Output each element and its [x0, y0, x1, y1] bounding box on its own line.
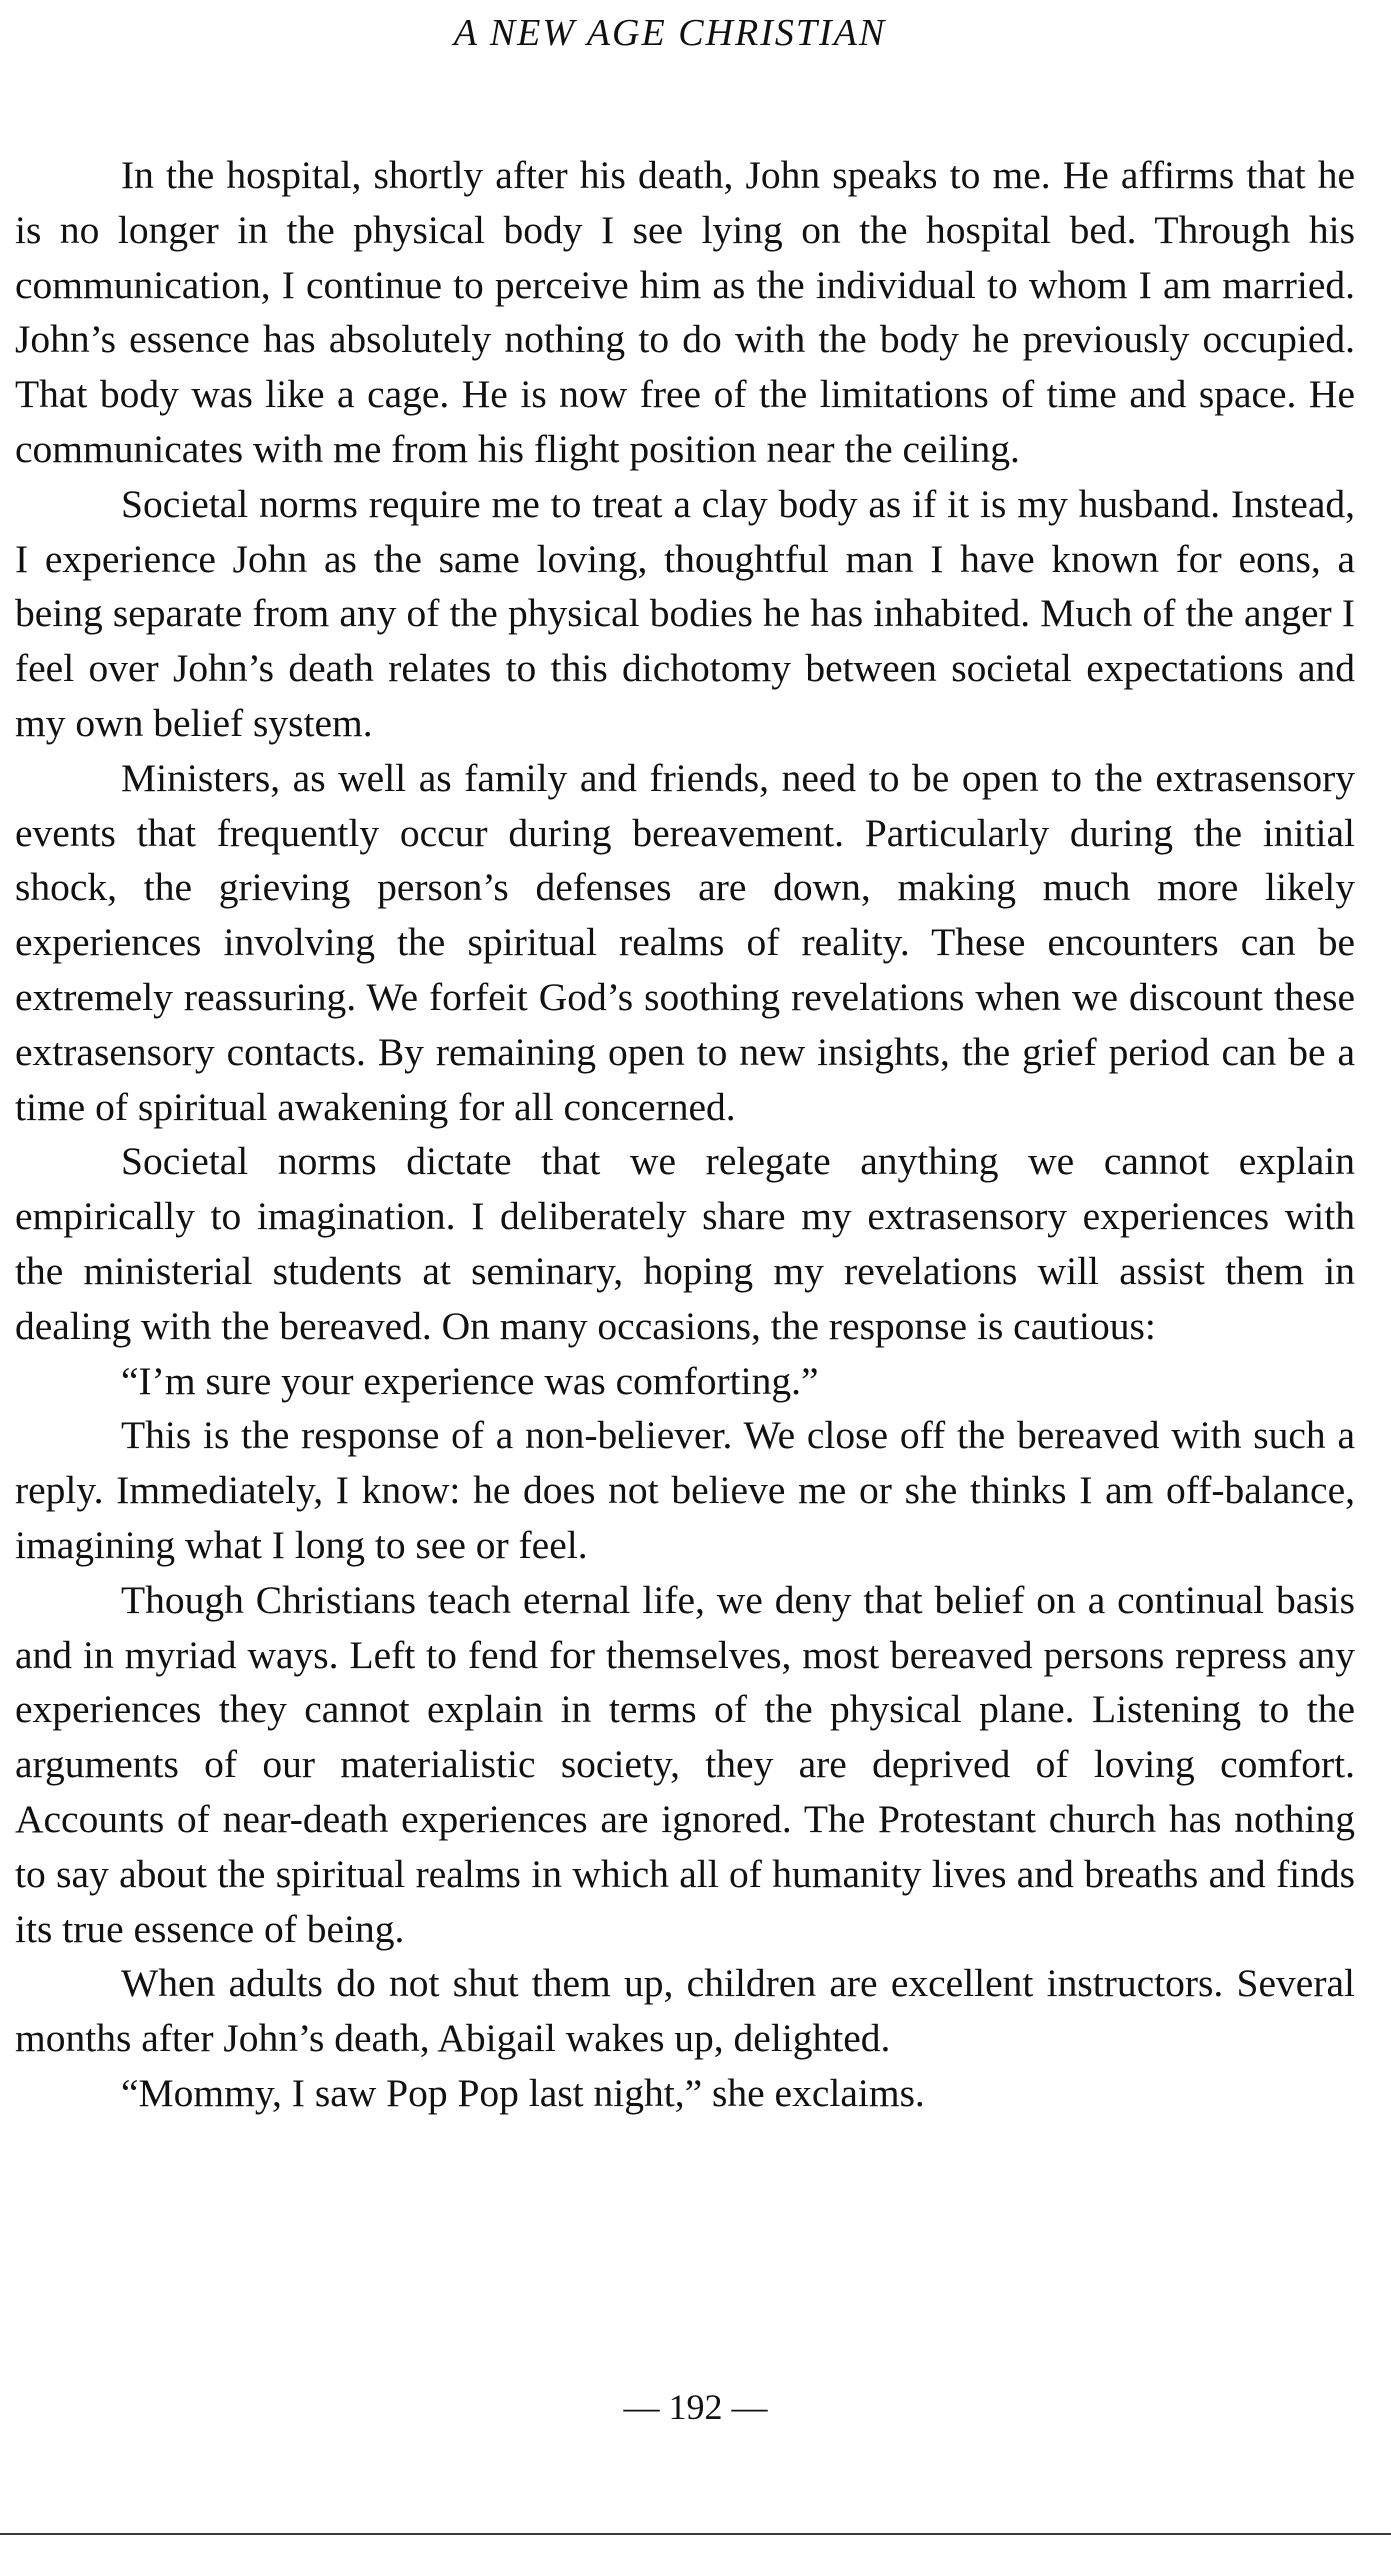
- paragraph: In the hospital, shortly after his death, John speaks to me. He affirms that he is no longer in the physical body I see lying on the hospital bed. Through his communication, I continue to perceive him as the individual to whom I am married. John’s essence has absolutely nothing to do with the body he previously occupied. That body was like a cage. He is now free of the limitations of time and space. He communicates with me from his flight position near the ceiling.: [15, 153, 1355, 471]
- paragraph: Ministers, as well as family and friends, need to be open to the extrasensory events that frequently occur during bereavement. Particularly during the initial shock, the grieving person’s defenses are down, making much more likely experiences involving the spiritual realms of reality. These encounters can be extremely reassuring. We forfeit God’s soothing revelations when we discount these extrasensory contacts. By remaining open to new insights, the grief period can be a time of spiritual awakening for all concerned.: [15, 755, 1355, 1129]
- paragraph: Though Christians teach eternal life, we deny that belief on a continual basis and in myriad ways. Left to fend for themselves, most bereaved persons repress any experiences they cannot explain in terms of the physical plane. Listening to the arguments of our materialistic society, they are deprived of loving comfort. Accounts of near-death experiences are ignored. The Protestant church has nothing to say about the spiritual realms in which all of humanity lives and breaths and finds its true essence of being.: [15, 1577, 1355, 1951]
- page-number: — 192 —: [623, 2387, 768, 2427]
- paragraph: Societal norms dictate that we relegate anything we cannot explain empirically to imagination. I deliberately share my extrasensory experiences with the ministerial students at seminary, hoping my revelations will assist them in dealing with the bereaved. On many occasions, the response is cautious:: [15, 1139, 1355, 1348]
- paragraph: Societal norms require me to treat a clay body as if it is my husband. Instead, I experience John as the same loving, thoughtful man I have known for eons, a being separate from any of the physical bodies he has inhabited. Much of the anger I feel over John’s death relates to this dichotomy between societal expectations and my own belief system.: [15, 481, 1355, 745]
- body-text: [15, 148, 1355, 2121]
- running-head: A NEW AGE CHRISTIAN: [453, 12, 887, 54]
- quote-paragraph: “Mommy, I saw Pop Pop last night,” she exclaims.: [121, 2070, 925, 2115]
- bottom-rule: [0, 2533, 1391, 2535]
- paragraph: When adults do not shut them up, children are excellent instructors. Several months after John’s death, Abigail wakes up, delighted.: [15, 1961, 1355, 2061]
- paragraph: This is the response of a non-believer. We close off the bereaved with such a reply. Immediately, I know: he does not believe me or she thinks I am off-balance, imagining what I long to see or feel.: [15, 1413, 1355, 1567]
- quote-paragraph: “I’m sure your experience was comforting.”: [121, 1358, 819, 1403]
